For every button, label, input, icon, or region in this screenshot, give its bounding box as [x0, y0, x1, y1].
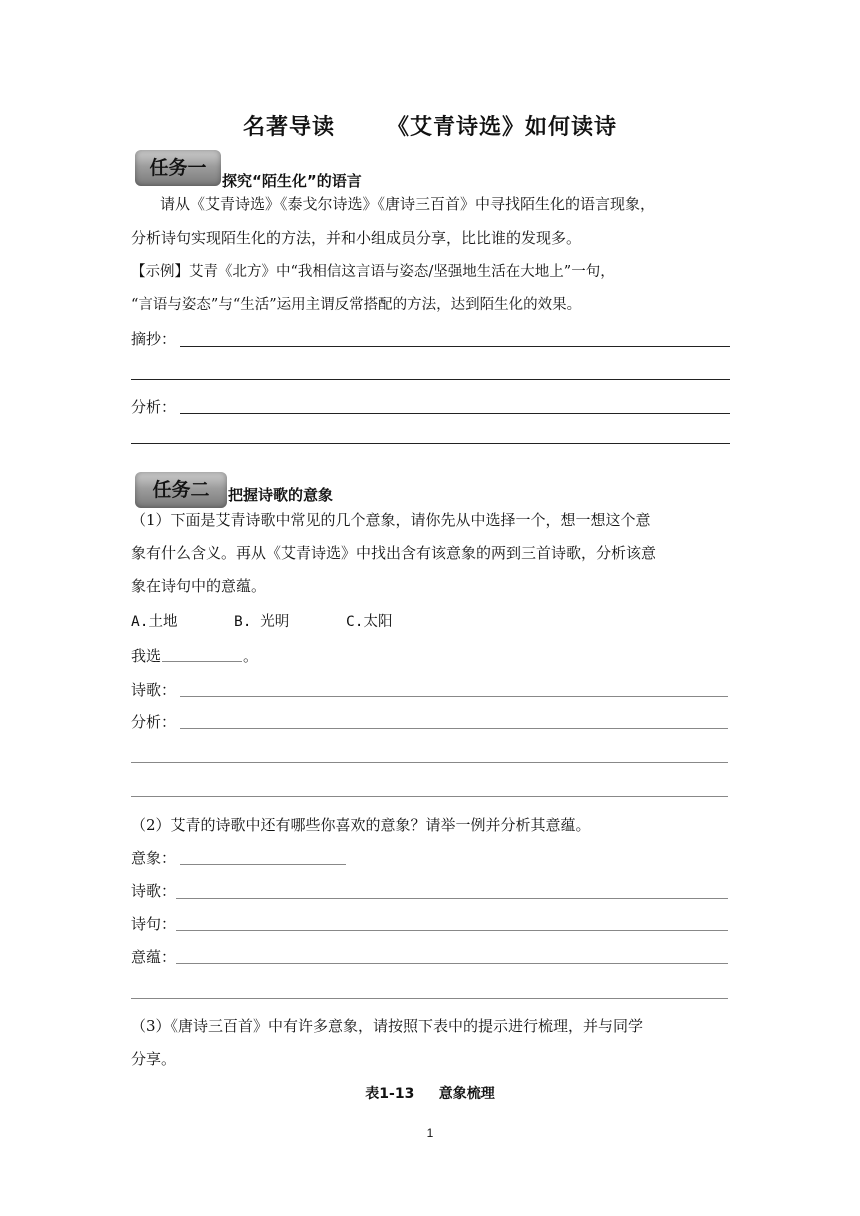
poem-label-2: 诗歌：	[131, 882, 177, 900]
task2-q3-line1: （3）《唐诗三百首》中有许多意象，请按照下表中的提示进行梳理，并与同学	[131, 1017, 644, 1035]
task1-analysis-label: 分析：	[131, 398, 177, 416]
option-c[interactable]: C.太阳	[346, 614, 393, 630]
option-b[interactable]: B. 光明	[234, 614, 290, 630]
page-title: 名著导读 《艾青诗选》如何读诗	[243, 115, 617, 140]
task2-q1-line2: 象有什么含义。再从《艾青诗选》中找出含有该意象的两到三首诗歌，分析该意	[131, 544, 657, 562]
image-label: 意象：	[131, 849, 177, 867]
choose-prefix: 我选	[131, 647, 162, 665]
task2-badge: 任务二	[135, 472, 227, 508]
task1-paragraph-line2: 分析诗句实现陌生化的方法，并和小组成员分享，比比谁的发现多。	[131, 229, 582, 247]
task1-badge: 任务一	[135, 150, 221, 186]
choose-suffix: 。	[243, 647, 259, 665]
task1-heading: 探究“陌生化”的语言	[222, 172, 362, 190]
poem-answer-line[interactable]	[180, 696, 728, 697]
task1-paragraph-line1: 请从《艾青诗选》《泰戈尔诗选》《唐诗三百首》中寻找陌生化的语言现象，	[160, 195, 656, 213]
task2-analysis-answer-line[interactable]	[180, 728, 728, 729]
verse-label: 诗句：	[131, 915, 177, 933]
poem-label: 诗歌：	[131, 681, 177, 699]
task2-q2: （2）艾青的诗歌中还有哪些你喜欢的意象？请举一例并分析其意蕴。	[131, 816, 591, 834]
excerpt-label: 摘抄：	[131, 330, 177, 348]
table-caption: 表1-13 意象梳理	[365, 1086, 495, 1102]
choose-answer-blank[interactable]	[162, 661, 242, 662]
poem-answer-line-2[interactable]	[176, 898, 728, 899]
task1-analysis-answer-line-2[interactable]	[131, 443, 730, 444]
meaning-label: 意蕴：	[131, 948, 177, 966]
verse-answer-line[interactable]	[176, 930, 728, 931]
meaning-answer-line[interactable]	[176, 963, 728, 964]
task1-example-line1: 【示例】艾青《北方》中“我相信这言语与姿态/坚强地生活在大地上”一句，	[131, 264, 615, 280]
page-number: 1	[426, 1126, 434, 1140]
task2-analysis-answer-line-3[interactable]	[131, 796, 728, 797]
task1-analysis-answer-line[interactable]	[180, 413, 730, 414]
task2-q1-line3: 象在诗句中的意蕴。	[131, 577, 267, 595]
task2-analysis-label: 分析：	[131, 713, 177, 731]
task2-heading: 把握诗歌的意象	[228, 486, 334, 504]
meaning-answer-line-2[interactable]	[131, 998, 728, 999]
excerpt-answer-line[interactable]	[180, 346, 730, 347]
task2-q1-line1: （1）下面是艾青诗歌中常见的几个意象，请你先从中选择一个，想一想这个意	[131, 511, 651, 529]
excerpt-answer-line-2[interactable]	[131, 379, 730, 380]
image-answer-line[interactable]	[180, 864, 346, 865]
task1-example-line2: “言语与姿态”与“生活”运用主谓反常搭配的方法，达到陌生化的效果。	[131, 297, 582, 313]
task2-analysis-answer-line-2[interactable]	[131, 762, 728, 763]
task2-q3-line2: 分享。	[131, 1050, 177, 1068]
option-a[interactable]: A.土地	[131, 614, 178, 630]
